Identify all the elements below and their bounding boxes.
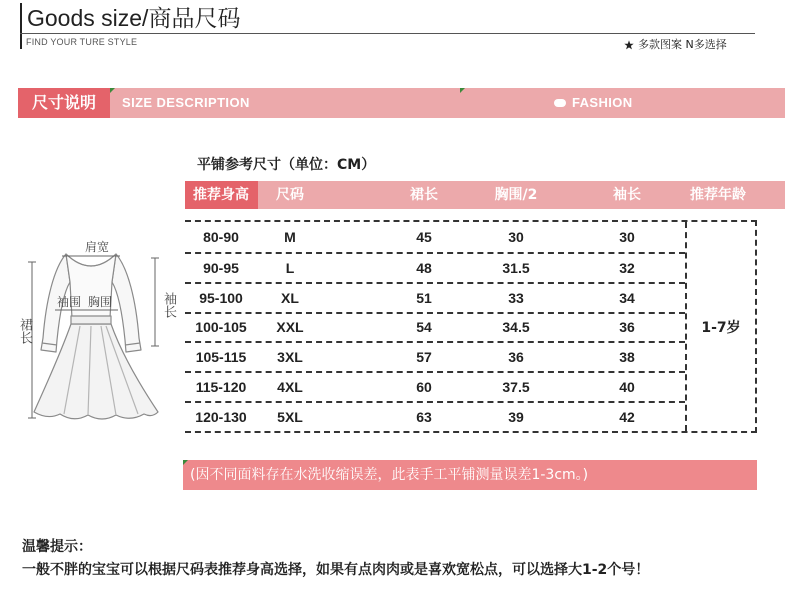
cell-sleeve: 42 [619,409,635,426]
cell-height: 100-105 [195,319,247,336]
cell-chest: 36 [508,349,524,366]
banner-label-cn: 尺寸说明 [18,88,110,118]
cell-height: 115-120 [195,379,247,396]
cell-length: 63 [416,409,432,426]
waistband [71,316,111,324]
cell-size: L [285,259,295,276]
cell-height: 120-130 [195,409,247,426]
dress-length-label: 裙长 [17,318,32,344]
cell-chest: 37.5 [502,379,530,396]
cell-sleeve: 34 [619,289,635,306]
col-header-size: 尺码 [276,187,304,203]
col-header-age: 推荐年龄 [690,187,746,203]
cell-chest: 33 [508,289,524,306]
promo-text: 多款图案 N多选择 [638,38,727,51]
tagline: FIND YOUR TURE STYLE [26,37,138,47]
shoulder-label: 肩宽 [85,240,110,254]
page-title: Goods size/商品尺码 [27,5,241,31]
cell-sleeve: 36 [619,319,635,336]
table-row [185,371,685,401]
col-header-length: 裙长 [410,187,438,203]
cell-size: XL [281,289,299,306]
cell-length: 57 [416,349,432,366]
sleeve-length-label: 袖长 [161,292,176,318]
table-body [185,220,757,433]
cell-chest: 31.5 [502,259,530,276]
col-header-chest: 胸围/2 [494,187,538,203]
sleeve-measure-line [151,258,159,346]
cell-size: 4XL [277,379,303,396]
cell-size: M [284,228,296,245]
banner-label-en: SIZE DESCRIPTION [122,95,250,110]
table-row [185,401,685,431]
tips-body: 一般不胖的宝宝可以根据尺码表推荐身高选择，如果有点肉肉或是喜欢宽松点，可以选择大1-2个号！ [22,562,650,578]
cell-length: 51 [416,289,432,306]
cell-sleeve: 38 [619,349,635,366]
table-row [185,341,685,371]
table-header [185,181,785,209]
cell-size: XXL [276,319,304,336]
table-row [185,282,685,312]
chest-label: 胸围 [88,295,113,309]
cell-chest: 30 [508,228,524,245]
table-row [185,312,685,342]
cell-age: 1-7岁 [685,222,755,431]
star-icon [624,40,634,50]
col-header-sleeve: 袖长 [613,187,641,203]
title-underline [20,33,755,34]
cell-chest: 34.5 [502,319,530,336]
cell-size: 3XL [277,349,303,366]
table-row [185,252,685,282]
table-caption: 平铺参考尺寸（单位：CM） [197,157,376,173]
corner-mark [110,88,115,93]
title-vertical-rule [20,3,22,49]
cell-size: 5XL [277,409,303,426]
measurement-note: (因不同面料存在水洗收缩误差，此表手工平铺测量误差1-3cm。) [183,460,757,490]
sleeve-circumference-label: 袖围 [57,295,82,309]
cell-length: 60 [416,379,432,396]
col-header-height: 推荐身高 [193,187,249,203]
table-row [185,222,685,252]
cell-height: 90-95 [203,259,239,276]
bullet-icon [554,99,566,107]
banner-fashion: FASHION [572,95,633,110]
cell-chest: 39 [508,409,524,426]
cell-length: 45 [416,228,432,245]
cell-height: 105-115 [195,349,247,366]
promo [624,38,727,52]
cell-sleeve: 32 [619,259,635,276]
cell-length: 48 [416,259,432,276]
cell-length: 54 [416,319,432,336]
corner-mark [460,88,465,93]
cell-height: 80-90 [203,228,239,245]
corner-mark [183,460,188,465]
cell-height: 95-100 [199,289,243,306]
cell-sleeve: 30 [619,228,635,245]
cell-sleeve: 40 [619,379,635,396]
tips-title: 温馨提示： [22,539,92,555]
